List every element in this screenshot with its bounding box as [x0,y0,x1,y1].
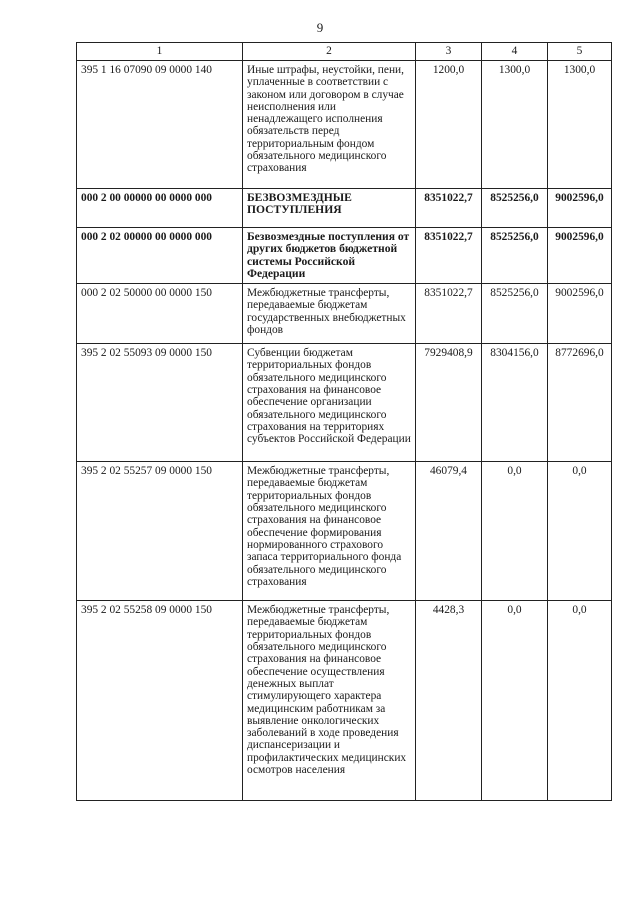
amount-col5-cell: 9002596,0 [548,228,612,284]
revenue-name-cell: Иные штрафы, неустойки, пени, уплаченные в соответствии с законом или договором в случае неисполнения или ненадлежащего исполнения обязательств перед территориальным фондом обязательного медицинского страхования [243,61,416,189]
column-header-2: 2 [243,43,416,61]
amount-col4-cell: 8525256,0 [482,189,548,228]
revenue-name-cell: БЕЗВОЗМЕЗДНЫЕ ПОСТУПЛЕНИЯ [243,189,416,228]
amount-col3-cell: 7929408,9 [416,344,482,462]
revenue-name-cell: Межбюджетные трансферты, передаваемые бюджетам государственных внебюджетных фондов [243,284,416,344]
table-row [77,462,612,601]
revenue-name-cell: Межбюджетные трансферты, передаваемые бюджетам территориальных фондов обязательного медицинского страхования на финансовое обеспечение осуществления денежных выплат стимулирующего характера медицинским работникам за выявление онкологических заболеваний в ходе проведения диспансеризации и профилактических медицинских осмотров населения [243,601,416,801]
column-header-1: 1 [77,43,243,61]
revenue-name-cell: Межбюджетные трансферты, передаваемые бюджетам территориальных фондов обязательного медицинского страхования на финансовое обеспечение формирования нормированного страхового запаса территориального фонда обязательного медицинского страхования [243,462,416,601]
amount-col4-cell: 0,0 [482,462,548,601]
amount-col3-cell: 8351022,7 [416,228,482,284]
revenue-name-cell: Субвенции бюджетам территориальных фондов обязательного медицинского страхования на финансовое обеспечение организации обязательного медицинского страхования на территориях субъектов Российской Федерации [243,344,416,462]
budget-code-cell: 395 2 02 55093 09 0000 150 [77,344,243,462]
budget-code-cell: 000 2 00 00000 00 0000 000 [77,189,243,228]
amount-col5-cell: 9002596,0 [548,189,612,228]
amount-col4-cell: 8525256,0 [482,284,548,344]
table-row [77,601,612,801]
page-number: 9 [316,20,324,35]
table-row [77,228,612,284]
amount-col4-cell: 8525256,0 [482,228,548,284]
budget-code-cell: 000 2 02 00000 00 0000 000 [77,228,243,284]
amount-col4-cell: 1300,0 [482,61,548,189]
amount-col5-cell: 9002596,0 [548,284,612,344]
budget-code-cell: 395 2 02 55257 09 0000 150 [77,462,243,601]
amount-col3-cell: 8351022,7 [416,189,482,228]
column-header-5: 5 [548,43,612,61]
table-row [77,189,612,228]
amount-col3-cell: 1200,0 [416,61,482,189]
amount-col5-cell: 1300,0 [548,61,612,189]
budget-code-cell: 000 2 02 50000 00 0000 150 [77,284,243,344]
amount-col4-cell: 8304156,0 [482,344,548,462]
amount-col5-cell: 0,0 [548,462,612,601]
budget-code-cell: 395 2 02 55258 09 0000 150 [77,601,243,801]
amount-col4-cell: 0,0 [482,601,548,801]
column-header-3: 3 [416,43,482,61]
budget-code-cell: 395 1 16 07090 09 0000 140 [77,61,243,189]
amount-col5-cell: 8772696,0 [548,344,612,462]
revenue-name-cell: Безвозмездные поступления от других бюджетов бюджетной системы Российской Федерации [243,228,416,284]
amount-col5-cell: 0,0 [548,601,612,801]
amount-col3-cell: 46079,4 [416,462,482,601]
table-row [77,61,612,189]
budget-revenue-table [76,42,612,801]
table-header-row [77,43,612,61]
column-header-4: 4 [482,43,548,61]
table-row [77,284,612,344]
amount-col3-cell: 4428,3 [416,601,482,801]
amount-col3-cell: 8351022,7 [416,284,482,344]
table-row [77,344,612,462]
